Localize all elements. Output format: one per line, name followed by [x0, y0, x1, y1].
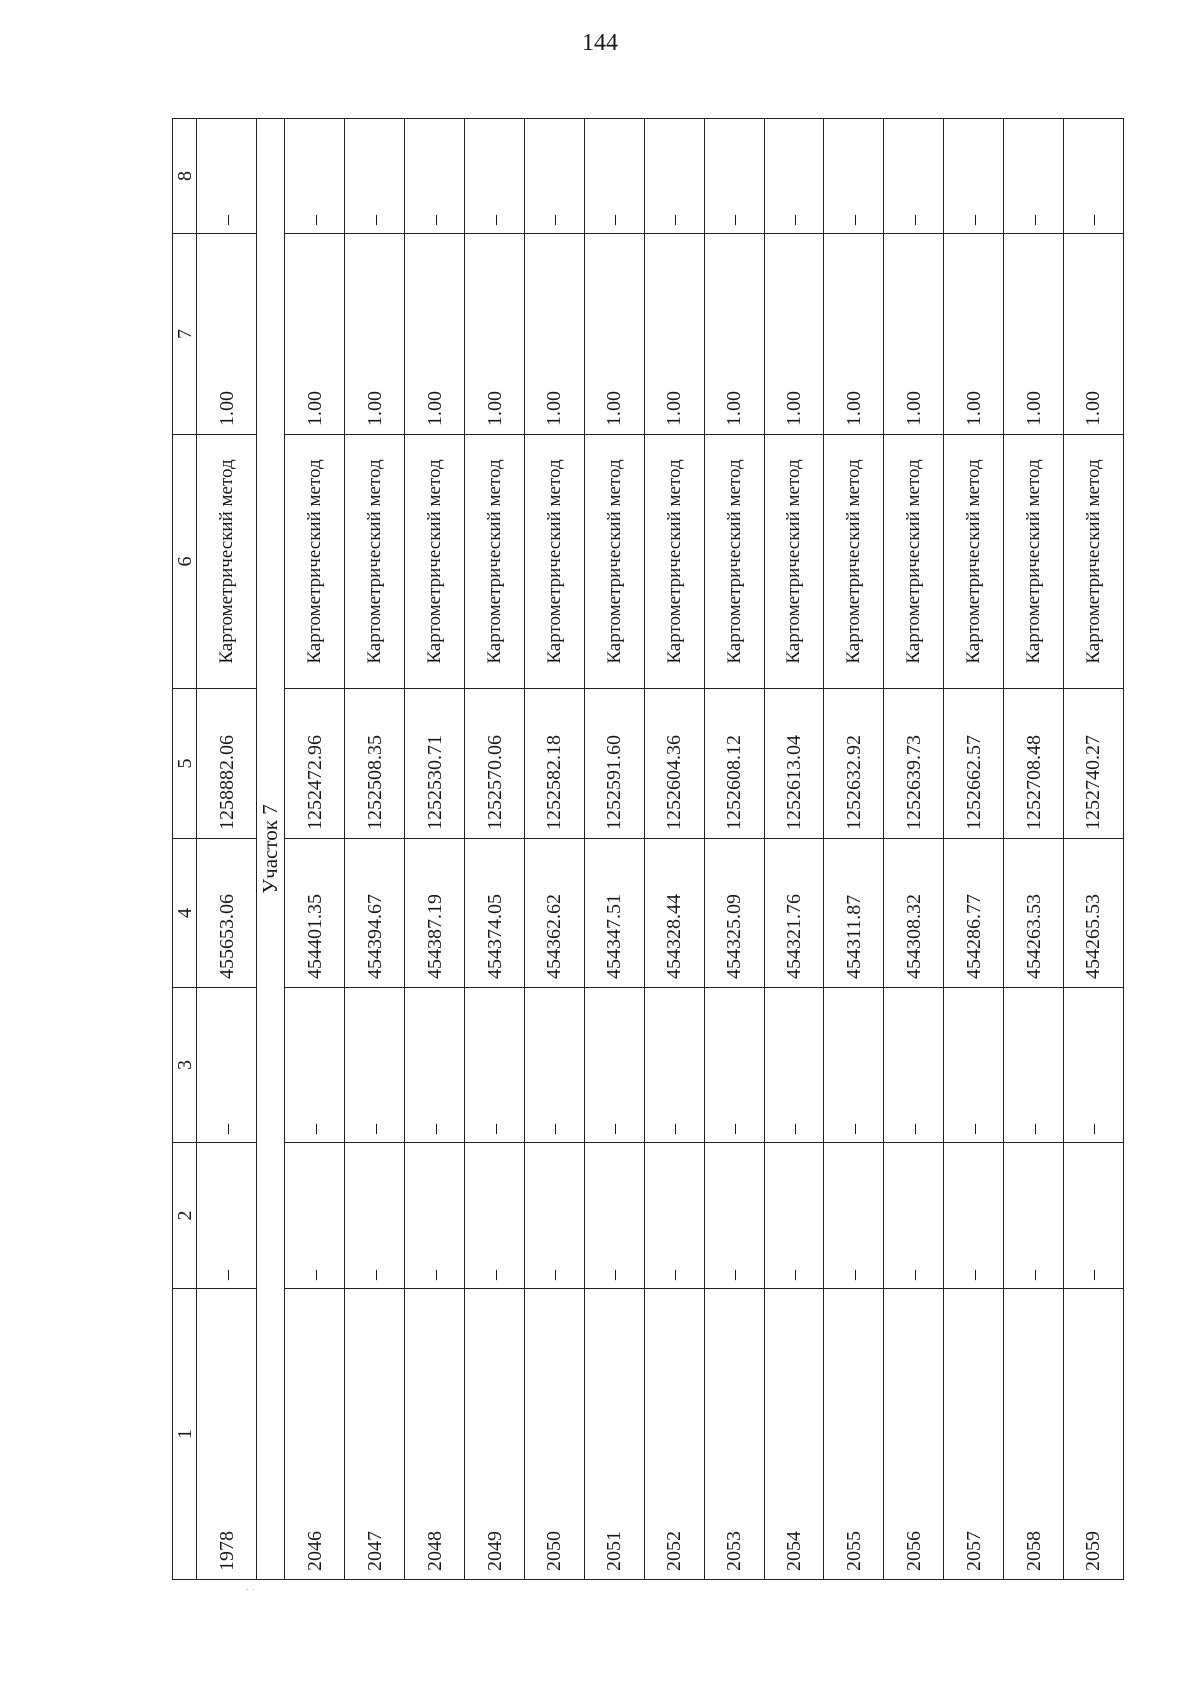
col8-cell: – — [884, 119, 944, 234]
y-coordinate-cell: 1252582.18 — [524, 689, 584, 839]
method-cell: Картометрический метод — [764, 435, 824, 689]
section-title-row — [257, 119, 285, 1580]
col3-cell: – — [524, 988, 584, 1143]
method-cell: Картометрический метод — [285, 435, 345, 689]
accuracy-cell: 1.00 — [584, 234, 644, 435]
y-coordinate-cell: 1252472.96 — [285, 689, 345, 839]
header-cell: 4 — [173, 839, 197, 988]
point-number-cell: 2052 — [644, 1289, 704, 1580]
col3-cell: – — [465, 988, 525, 1143]
col2-cell: – — [764, 1143, 824, 1289]
y-coordinate-cell: 1252608.12 — [704, 689, 764, 839]
x-coordinate-cell: 454328.44 — [644, 839, 704, 988]
y-coordinate-cell: 1252570.06 — [465, 689, 525, 839]
header-cell: 7 — [173, 234, 197, 435]
col2-cell: – — [285, 1143, 345, 1289]
col3-cell: – — [345, 988, 405, 1143]
method-cell: Картометрический метод — [197, 435, 257, 689]
table-row — [285, 119, 345, 1580]
table-row — [644, 119, 704, 1580]
col2-cell: – — [1063, 1143, 1123, 1289]
accuracy-cell: 1.00 — [405, 234, 465, 435]
accuracy-cell: 1.00 — [944, 234, 1004, 435]
accuracy-cell: 1.00 — [345, 234, 405, 435]
y-coordinate-cell: 1252632.92 — [824, 689, 884, 839]
table-row — [764, 119, 824, 1580]
col3-cell: – — [824, 988, 884, 1143]
header-cell: 6 — [173, 435, 197, 689]
method-cell: Картометрический метод — [644, 435, 704, 689]
page-number: 144 — [582, 30, 618, 56]
point-number-cell: 2053 — [704, 1289, 764, 1580]
col2-cell: – — [704, 1143, 764, 1289]
method-cell: Картометрический метод — [884, 435, 944, 689]
table-header-row — [173, 119, 197, 1580]
y-coordinate-cell: 1252708.48 — [1004, 689, 1064, 839]
x-coordinate-cell: 454374.05 — [465, 839, 525, 988]
point-number-cell: 2057 — [944, 1289, 1004, 1580]
x-coordinate-cell: 454263.53 — [1004, 839, 1064, 988]
y-coordinate-cell: 1252604.36 — [644, 689, 704, 839]
table-row — [405, 119, 465, 1580]
col8-cell: – — [824, 119, 884, 234]
col2-cell: – — [584, 1143, 644, 1289]
accuracy-cell: 1.00 — [524, 234, 584, 435]
col3-cell: – — [405, 988, 465, 1143]
method-cell: Картометрический метод — [524, 435, 584, 689]
col2-cell: – — [884, 1143, 944, 1289]
table-row — [944, 119, 1004, 1580]
col8-cell: – — [584, 119, 644, 234]
accuracy-cell: 1.00 — [704, 234, 764, 435]
col8-cell: – — [285, 119, 345, 234]
header-cell: 3 — [173, 988, 197, 1143]
col8-cell: – — [405, 119, 465, 234]
col2-cell: – — [465, 1143, 525, 1289]
accuracy-cell: 1.00 — [197, 234, 257, 435]
x-coordinate-cell: 454321.76 — [764, 839, 824, 988]
method-cell: Картометрический метод — [944, 435, 1004, 689]
point-number-cell: 2047 — [345, 1289, 405, 1580]
point-number-cell: 2048 — [405, 1289, 465, 1580]
table-row — [524, 119, 584, 1580]
accuracy-cell: 1.00 — [1063, 234, 1123, 435]
method-cell: Картометрический метод — [824, 435, 884, 689]
x-coordinate-cell: 454347.51 — [584, 839, 644, 988]
col3-cell: – — [584, 988, 644, 1143]
point-number-cell: 2051 — [584, 1289, 644, 1580]
table-row — [345, 119, 405, 1580]
x-coordinate-cell: 454362.62 — [524, 839, 584, 988]
y-coordinate-cell: 1252662.57 — [944, 689, 1004, 839]
table-row — [1004, 119, 1064, 1580]
method-cell: Картометрический метод — [1063, 435, 1123, 689]
point-number-cell: 1978 — [197, 1289, 257, 1580]
table-row — [884, 119, 944, 1580]
accuracy-cell: 1.00 — [824, 234, 884, 435]
col8-cell: – — [1004, 119, 1064, 234]
col8-cell: – — [524, 119, 584, 234]
x-coordinate-cell: 454311.87 — [824, 839, 884, 988]
accuracy-cell: 1.00 — [465, 234, 525, 435]
method-cell: Картометрический метод — [584, 435, 644, 689]
col8-cell: – — [465, 119, 525, 234]
table-row — [1063, 119, 1123, 1580]
y-coordinate-cell: 1252591.60 — [584, 689, 644, 839]
accuracy-cell: 1.00 — [285, 234, 345, 435]
col3-cell: – — [764, 988, 824, 1143]
col2-cell: – — [524, 1143, 584, 1289]
y-coordinate-cell: 1252530.71 — [405, 689, 465, 839]
accuracy-cell: 1.00 — [764, 234, 824, 435]
header-cell: 1 — [173, 1289, 197, 1580]
table-row — [584, 119, 644, 1580]
x-coordinate-cell: 454387.19 — [405, 839, 465, 988]
col3-cell: – — [944, 988, 1004, 1143]
method-cell: Картометрический метод — [465, 435, 525, 689]
y-coordinate-cell: 1252740.27 — [1063, 689, 1123, 839]
method-cell: Картометрический метод — [1004, 435, 1064, 689]
point-number-cell: 2049 — [465, 1289, 525, 1580]
col2-cell: – — [644, 1143, 704, 1289]
col3-cell: – — [1063, 988, 1123, 1143]
col8-cell: – — [345, 119, 405, 234]
col3-cell: – — [644, 988, 704, 1143]
col2-cell: – — [197, 1143, 257, 1289]
point-number-cell: 2058 — [1004, 1289, 1064, 1580]
x-coordinate-cell: 454265.53 — [1063, 839, 1123, 988]
col8-cell: – — [197, 119, 257, 234]
x-coordinate-cell: 455653.06 — [197, 839, 257, 988]
table-row — [197, 119, 257, 1580]
accuracy-cell: 1.00 — [1004, 234, 1064, 435]
col3-cell: – — [884, 988, 944, 1143]
table-row — [465, 119, 525, 1580]
col2-cell: – — [405, 1143, 465, 1289]
y-coordinate-cell: 1252613.04 — [764, 689, 824, 839]
point-number-cell: 2059 — [1063, 1289, 1123, 1580]
y-coordinate-cell: 1252508.35 — [345, 689, 405, 839]
rotated-table-container — [172, 119, 1124, 1580]
method-cell: Картометрический метод — [704, 435, 764, 689]
header-cell: 2 — [173, 1143, 197, 1289]
x-coordinate-cell: 454401.35 — [285, 839, 345, 988]
coordinates-table — [172, 118, 1124, 1580]
col3-cell: – — [704, 988, 764, 1143]
x-coordinate-cell: 454394.67 — [345, 839, 405, 988]
col8-cell: – — [1063, 119, 1123, 234]
table-row — [824, 119, 884, 1580]
col2-cell: – — [1004, 1143, 1064, 1289]
col3-cell: – — [1004, 988, 1064, 1143]
coordinates-table-frame — [172, 119, 1124, 1580]
y-coordinate-cell: 1258882.06 — [197, 689, 257, 839]
col8-cell: – — [764, 119, 824, 234]
point-number-cell: 2056 — [884, 1289, 944, 1580]
point-number-cell: 2046 — [285, 1289, 345, 1580]
col8-cell: – — [704, 119, 764, 234]
header-cell: 8 — [173, 119, 197, 234]
y-coordinate-cell: 1252639.73 — [884, 689, 944, 839]
col8-cell: – — [644, 119, 704, 234]
header-cell: 5 — [173, 689, 197, 839]
method-cell: Картометрический метод — [345, 435, 405, 689]
point-number-cell: 2054 — [764, 1289, 824, 1580]
col2-cell: – — [824, 1143, 884, 1289]
col8-cell: – — [944, 119, 1004, 234]
col3-cell: – — [197, 988, 257, 1143]
point-number-cell: 2055 — [824, 1289, 884, 1580]
margin-mark: · · — [246, 1585, 256, 1596]
method-cell: Картометрический метод — [405, 435, 465, 689]
col2-cell: – — [944, 1143, 1004, 1289]
col3-cell: – — [285, 988, 345, 1143]
col2-cell: – — [345, 1143, 405, 1289]
x-coordinate-cell: 454308.32 — [884, 839, 944, 988]
accuracy-cell: 1.00 — [644, 234, 704, 435]
x-coordinate-cell: 454286.77 — [944, 839, 1004, 988]
point-number-cell: 2050 — [524, 1289, 584, 1580]
accuracy-cell: 1.00 — [884, 234, 944, 435]
table-row — [704, 119, 764, 1580]
x-coordinate-cell: 454325.09 — [704, 839, 764, 988]
section-title: Участок 7 — [257, 119, 285, 1580]
